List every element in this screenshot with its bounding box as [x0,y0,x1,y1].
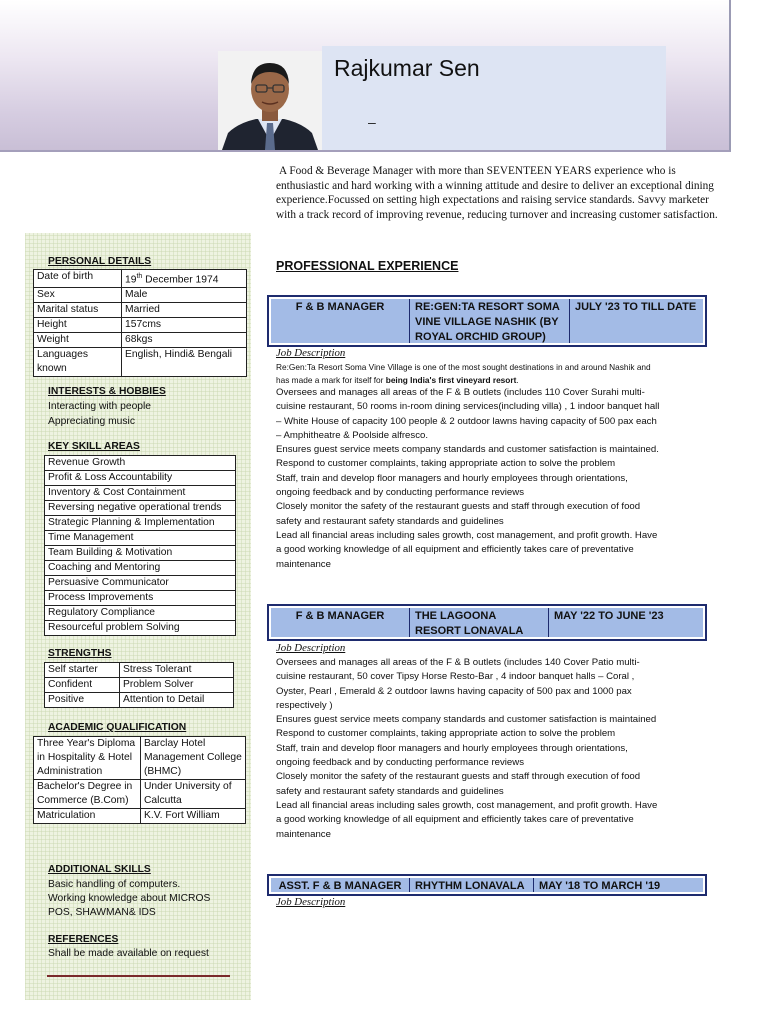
candidate-name: Rajkumar Sen [334,55,480,81]
detail-label: Date of birth [34,270,122,288]
job-description-label: Job Description [276,896,346,908]
job-period: MAY '18 TO MARCH '19 [539,880,661,892]
skill-item: Resourceful problem Solving [45,621,236,636]
strength-item: Attention to Detail [120,693,234,708]
job-description-label: Job Description [276,347,346,359]
table-row [34,270,247,288]
job-company: THE LAGOONA RESORT LONAVALA [410,608,549,637]
institution: Under University of Calcutta [141,780,246,809]
table-row [45,546,236,561]
job-role: ASST. F & B MANAGER [271,878,410,892]
detail-label: Sex [34,288,122,303]
table-row [34,333,247,348]
job-description-label: Job Description [276,642,346,654]
table-row [45,693,234,708]
sidebar-divider [47,975,230,977]
job-responsibilities: Oversees and manages all areas of the F & B outlets (includes 140 Cover Patio multi-cuisine restaurant, 50 cover Tipsy Horse Resto-Bar , 4 indoor banquet halls – Coral , Oyster, Pearl , Emerald & 2 outdoor lawns having capacity of 500 pax and 1000 pax respectively ) Ensures guest service meets company standards and customer satisfaction is maintained Respond to customer complaints, taking appropriate action to solve the problem Staff, train and develop floor managers and hourly employees through orientations, ongoing feedback and by conducting performance reviews Closely monitor the safety of the restaurant guests and staff through execution of food safety and restaurant safety standards and guidelines Lead all financial areas including sales growth, cost management, and profit growth. Have a good working knowledge of all equipment and efficiently takes care of preventative maintenance [276,657,658,840]
skill-item: Reversing negative operational trends [45,501,236,516]
table-row [34,288,247,303]
key-skills-table [44,455,236,636]
table-row [45,501,236,516]
strengths-table [44,662,234,708]
table-row [45,576,236,591]
references-heading: REFERENCES [48,934,119,945]
job-period: JULY '23 TO TILL DATE [575,301,697,313]
job-company: RHYTHM LONAVALA [410,878,534,892]
additional-skills-heading: ADDITIONAL SKILLS [48,864,151,875]
personal-details-heading: PERSONAL DETAILS [48,256,152,267]
table-row [45,456,236,471]
table-row [45,591,236,606]
strength-item: Stress Tolerant [120,663,234,678]
table-row [45,531,236,546]
detail-value: Married [122,303,247,318]
detail-value: English, Hindi& Bengali [122,348,247,377]
job-role: F & B MANAGER [271,608,410,637]
table-row [45,516,236,531]
key-skills-heading: KEY SKILL AREAS [48,441,140,452]
table-row [34,737,246,780]
table-row [45,663,234,678]
interest-item: Appreciating music [48,416,135,427]
professional-experience-heading: PROFESSIONAL EXPERIENCE [276,259,459,273]
table-row [34,303,247,318]
references-text: Shall be made available on request [48,948,209,959]
detail-label: Languages known [34,348,122,377]
qualification: Three Year's Diploma in Hospitality & Hotel Administration [34,737,141,780]
job-responsibilities: Oversees and manages all areas of the F & B outlets (includes 110 Cover Surahi multi-cuisine restaurant, 50 rooms in-room dining services(including villa) , 1 indoor banquet hall – White House of capacity 100 people & 2 outdoor lawns having capacity of 500 pax each – Amphitheatre & Poolside alfresco. Ensures guest service meets company standards and customer satisfaction is maintained. Respond to customer complaints, taking appropriate action to solve the problem Staff, train and develop floor managers and hourly employees through orientations, ongoing feedback and by conducting performance reviews Closely monitor the safety of the restaurant guests and staff through execution of food safety and restaurant safety standards and guidelines Lead all financial areas including sales growth, cost management, and profit growth. Have a good working knowledge of all equipment and efficiently takes care of preventative maintenance [276,387,660,570]
sidebar [25,233,251,1000]
person-portrait-icon [218,51,322,150]
strength-item: Problem Solver [120,678,234,693]
skill-item: Profit & Loss Accountability [45,471,236,486]
skill-item: Coaching and Mentoring [45,561,236,576]
detail-label: Height [34,318,122,333]
skill-item: Revenue Growth [45,456,236,471]
table-row [45,606,236,621]
additional-skill-item: Working knowledge about MICROS [48,893,211,904]
detail-value: 68kgs [122,333,247,348]
table-row [34,318,247,333]
company-intro: Re:Gen:Ta Resort Soma Vine Village is one of the most sought destinations in and around Nashik and has made a mark for itself for being India's first vineyard resort. [276,362,651,385]
table-row [45,471,236,486]
strength-item: Positive [45,693,120,708]
table-row [45,678,234,693]
interest-item: Interacting with people [48,401,152,412]
job-header [267,604,707,641]
personal-details-table [33,269,247,377]
job-role: F & B MANAGER [271,299,410,343]
academic-heading: ACADEMIC QUALIFICATION [48,722,187,733]
job-period: MAY '22 TO JUNE '23 [554,610,664,622]
job-header [267,295,707,347]
job-description [276,361,661,572]
additional-skill-item: POS, SHAWMAN& IDS [48,907,156,918]
skill-item: Team Building & Motivation [45,546,236,561]
academic-table [33,736,246,824]
job-header [267,874,707,896]
qualification: Matriculation [34,809,141,824]
detail-value: Male [122,288,247,303]
institution: Barclay Hotel Management College (BHMC) [141,737,246,780]
table-row [45,621,236,636]
interests-heading: INTERESTS & HOBBIES [48,386,166,397]
institution: K.V. Fort William [141,809,246,824]
detail-value: 157cms [122,318,247,333]
skill-item: Inventory & Cost Containment [45,486,236,501]
table-row [34,780,246,809]
qualification: Bachelor's Degree in Commerce (B.Com) [34,780,141,809]
strength-item: Confident [45,678,120,693]
skill-item: Process Improvements [45,591,236,606]
skill-item: Strategic Planning & Implementation [45,516,236,531]
strengths-heading: STRENGTHS [48,648,112,659]
strength-item: Self starter [45,663,120,678]
detail-label: Marital status [34,303,122,318]
table-row [34,348,247,377]
skill-item: Time Management [45,531,236,546]
detail-label: Weight [34,333,122,348]
job-company: RE:GEN:TA RESORT SOMA VINE VILLAGE NASHIK (BY ROYAL ORCHID GROUP) [410,299,570,343]
profile-photo [218,51,322,150]
skill-item: Regulatory Compliance [45,606,236,621]
skill-item: Persuasive Communicator [45,576,236,591]
table-row [45,486,236,501]
table-row [45,561,236,576]
name-dash: – [368,114,376,130]
name-box [322,46,666,150]
professional-summary: A Food & Beverage Manager with more than SEVENTEEN YEARS experience who is enthusiastic and hard working with a winning attitude and desire to deliver an exceptional dining experience.Focussed on setting high expectations and raising service standards. Savvy marketer with a track record of improving revenue, reducing turnover and increasing customer satisfaction. [276,165,718,221]
table-row [34,809,246,824]
detail-value: 19th December 1974 [122,270,247,288]
additional-skill-item: Basic handling of computers. [48,879,181,890]
